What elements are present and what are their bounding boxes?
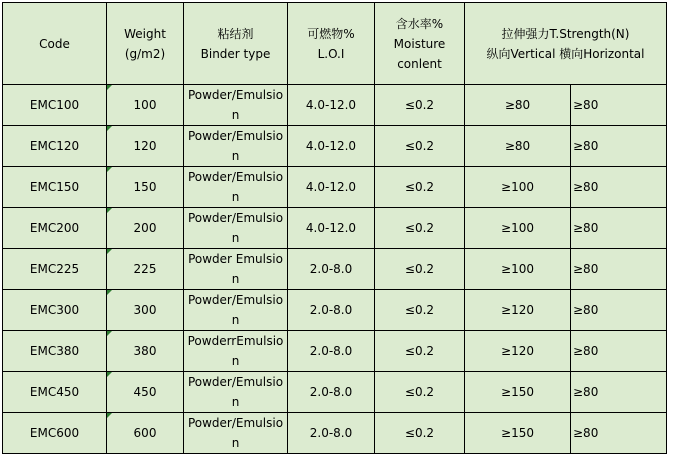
cell-binder [184, 372, 288, 413]
header-moisture [375, 3, 465, 85]
comment-marker-icon [107, 126, 112, 131]
cell-code [3, 249, 107, 290]
cell-binder-text: Powder/Emulsion [187, 375, 284, 409]
cell-binder-text: PowderrEmulsion [187, 334, 284, 368]
cell-vertical-strength [465, 208, 571, 249]
cell-horizontal-strength-text: ≥80 [573, 221, 599, 235]
cell-code [3, 208, 107, 249]
comment-marker-icon [107, 331, 112, 336]
cell-horizontal-strength [571, 413, 667, 454]
cell-horizontal-strength [571, 249, 667, 290]
cell-weight-text: 100 [133, 98, 157, 112]
cell-vertical-strength [465, 85, 571, 126]
cell-weight-text: 300 [133, 303, 157, 317]
cell-code-text: EMC100 [29, 98, 80, 112]
cell-horizontal-strength [571, 167, 667, 208]
cell-loi [288, 126, 375, 167]
comment-marker-icon [107, 372, 112, 377]
cell-weight [107, 290, 184, 331]
cell-weight [107, 167, 184, 208]
cell-binder [184, 413, 288, 454]
cell-loi-text: 2.0-8.0 [309, 385, 353, 399]
cell-vertical-strength-text: ≥100 [501, 221, 534, 235]
cell-vertical-strength-text: ≥80 [504, 139, 531, 153]
cell-moisture-text: ≤0.2 [404, 303, 435, 317]
comment-marker-icon [107, 167, 112, 172]
cell-loi-text: 2.0-8.0 [309, 262, 353, 276]
cell-binder [184, 85, 288, 126]
cell-binder [184, 126, 288, 167]
header-strength [465, 3, 667, 85]
cell-horizontal-strength [571, 372, 667, 413]
cell-horizontal-strength-text: ≥80 [573, 385, 599, 399]
cell-horizontal-strength-text: ≥80 [573, 426, 599, 440]
header-binder-cn: 粘结剂 [217, 26, 254, 41]
cell-horizontal-strength [571, 331, 667, 372]
table-row [3, 290, 667, 331]
cell-moisture [375, 85, 465, 126]
cell-vertical-strength [465, 331, 571, 372]
cell-moisture [375, 126, 465, 167]
cell-code [3, 85, 107, 126]
cell-moisture [375, 331, 465, 372]
header-row [3, 3, 667, 85]
header-loi-cn: 可燃物% [307, 26, 355, 41]
cell-code [3, 413, 107, 454]
header-binder [184, 3, 288, 85]
table-row [3, 372, 667, 413]
cell-binder [184, 208, 288, 249]
cell-binder-text: Powder/Emulsion [187, 211, 284, 245]
cell-vertical-strength-text: ≥100 [501, 262, 534, 276]
comment-marker-icon [107, 290, 112, 295]
cell-code-text: EMC450 [29, 385, 80, 399]
cell-loi-text: 2.0-8.0 [309, 303, 353, 317]
cell-binder-text: Powder/Emulsion [187, 170, 284, 204]
cell-loi [288, 249, 375, 290]
cell-horizontal-strength [571, 208, 667, 249]
cell-code [3, 167, 107, 208]
cell-binder-text: Powder/Emulsion [187, 293, 284, 327]
header-code [3, 3, 107, 85]
cell-binder [184, 290, 288, 331]
spec-table [2, 2, 667, 454]
cell-loi [288, 331, 375, 372]
cell-loi [288, 290, 375, 331]
header-loi [288, 3, 375, 85]
table-row [3, 413, 667, 454]
cell-weight [107, 413, 184, 454]
cell-vertical-strength [465, 413, 571, 454]
cell-vertical-strength [465, 290, 571, 331]
cell-binder [184, 331, 288, 372]
cell-code-text: EMC300 [29, 303, 80, 317]
header-moisture-cn: 含水率% [395, 16, 444, 31]
cell-code-text: EMC120 [29, 139, 80, 153]
header-loi-en: L.O.I [317, 46, 345, 61]
cell-moisture-text: ≤0.2 [404, 139, 435, 153]
comment-marker-icon [107, 85, 112, 90]
cell-code-text: EMC150 [29, 180, 80, 194]
cell-vertical-strength-text: ≥80 [504, 98, 531, 112]
header-weight [107, 3, 184, 85]
header-weight-label: Weight [124, 26, 166, 41]
cell-binder-text: Powder Emulsion [188, 252, 283, 286]
cell-vertical-strength-text: ≥120 [501, 303, 534, 317]
cell-moisture-text: ≤0.2 [404, 180, 435, 194]
header-binder-en: Binder type [200, 46, 271, 61]
cell-moisture [375, 249, 465, 290]
cell-moisture-text: ≤0.2 [404, 344, 435, 358]
table-row [3, 126, 667, 167]
cell-moisture [375, 372, 465, 413]
cell-horizontal-strength-text: ≥80 [573, 139, 599, 153]
cell-weight-text: 120 [133, 139, 157, 153]
cell-binder [184, 167, 288, 208]
cell-loi [288, 372, 375, 413]
cell-code [3, 372, 107, 413]
cell-moisture-text: ≤0.2 [404, 426, 435, 440]
cell-moisture [375, 208, 465, 249]
cell-weight-text: 200 [133, 221, 157, 235]
cell-loi-text: 4.0-12.0 [305, 139, 357, 153]
table-row [3, 85, 667, 126]
table-row [3, 208, 667, 249]
cell-binder [184, 249, 288, 290]
header-strength-directions: 纵向Vertical 横向Horizontal [486, 46, 645, 61]
cell-moisture-text: ≤0.2 [404, 385, 435, 399]
cell-horizontal-strength-text: ≥80 [573, 344, 599, 358]
comment-marker-icon [107, 413, 112, 418]
cell-loi-text: 2.0-8.0 [309, 344, 353, 358]
cell-weight-text: 150 [133, 180, 157, 194]
cell-moisture [375, 167, 465, 208]
cell-weight [107, 85, 184, 126]
cell-weight-text: 450 [133, 385, 157, 399]
cell-vertical-strength-text: ≥150 [501, 426, 534, 440]
header-moisture-en: Moisture [393, 36, 446, 51]
cell-loi-text: 4.0-12.0 [305, 98, 357, 112]
cell-loi-text: 2.0-8.0 [309, 426, 353, 440]
cell-horizontal-strength-text: ≥80 [573, 262, 599, 276]
cell-weight-text: 600 [133, 426, 157, 440]
cell-code [3, 290, 107, 331]
cell-code [3, 331, 107, 372]
cell-moisture-text: ≤0.2 [404, 98, 435, 112]
header-strength-title: 拉伸强力T.Strength(N) [501, 26, 630, 41]
cell-vertical-strength [465, 372, 571, 413]
cell-loi-text: 4.0-12.0 [305, 180, 357, 194]
cell-moisture [375, 290, 465, 331]
comment-marker-icon [107, 208, 112, 213]
cell-binder-text: Powder/Emulsion [187, 416, 284, 450]
cell-weight [107, 372, 184, 413]
cell-horizontal-strength [571, 290, 667, 331]
cell-horizontal-strength-text: ≥80 [573, 180, 599, 194]
cell-binder-text: Powder/Emulsion [187, 88, 284, 122]
cell-vertical-strength [465, 167, 571, 208]
cell-horizontal-strength [571, 126, 667, 167]
cell-code-text: EMC600 [29, 426, 80, 440]
cell-weight [107, 249, 184, 290]
table-row [3, 331, 667, 372]
cell-weight [107, 208, 184, 249]
cell-weight-text: 225 [133, 262, 157, 276]
cell-moisture-text: ≤0.2 [404, 221, 435, 235]
table-row [3, 249, 667, 290]
cell-weight-text: 380 [133, 344, 157, 358]
cell-horizontal-strength-text: ≥80 [573, 303, 599, 317]
cell-horizontal-strength [571, 85, 667, 126]
cell-moisture-text: ≤0.2 [404, 262, 435, 276]
cell-loi [288, 167, 375, 208]
header-weight-unit: (g/m2) [124, 46, 166, 61]
cell-loi [288, 85, 375, 126]
cell-code-text: EMC200 [29, 221, 80, 235]
comment-marker-icon [107, 249, 112, 254]
cell-weight [107, 331, 184, 372]
cell-loi [288, 413, 375, 454]
cell-loi [288, 208, 375, 249]
header-moisture-en2: conlent [397, 56, 442, 71]
cell-loi-text: 4.0-12.0 [305, 221, 357, 235]
cell-horizontal-strength-text: ≥80 [573, 98, 599, 112]
cell-binder-text: Powder/Emulsion [187, 129, 284, 163]
header-code-label: Code [39, 36, 70, 51]
cell-moisture [375, 413, 465, 454]
cell-code-text: EMC225 [29, 262, 80, 276]
cell-vertical-strength-text: ≥120 [501, 344, 534, 358]
cell-vertical-strength [465, 249, 571, 290]
cell-vertical-strength-text: ≥100 [501, 180, 534, 194]
cell-vertical-strength [465, 126, 571, 167]
cell-weight [107, 126, 184, 167]
cell-vertical-strength-text: ≥150 [501, 385, 534, 399]
table-row [3, 167, 667, 208]
cell-code [3, 126, 107, 167]
cell-code-text: EMC380 [29, 344, 80, 358]
